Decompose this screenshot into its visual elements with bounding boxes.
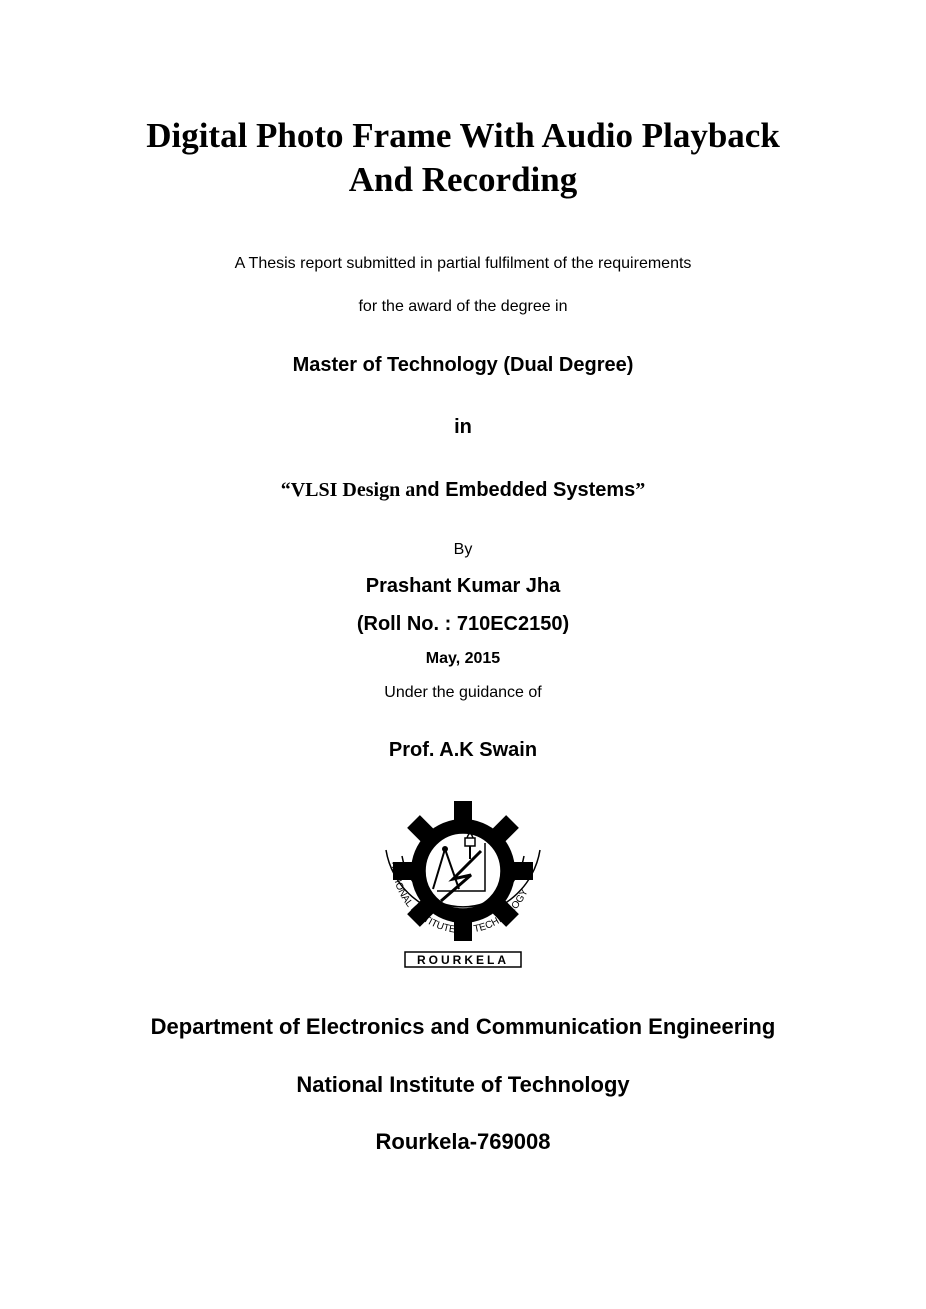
institute-name: National Institute of Technology [296,1072,630,1097]
title-line-2: And Recording [348,160,578,199]
department-name: Department of Electronics and Communication Engineering [150,1014,776,1039]
author-name: Prashant Kumar Jha [365,575,561,597]
title-line-1: Digital Photo Frame With Audio Playback [146,116,780,155]
gear-emblem-icon [393,801,533,941]
logo-ring-text: NATIONAL INSTITUTE OF TECHNOLOGY [388,861,531,937]
degree-name: Master of Technology (Dual Degree) [292,354,634,376]
specialization-part-1: VLSI Design a [290,479,416,501]
nit-rourkela-logo [376,800,550,970]
specialization-part-2: nd Embedded Systems [415,479,636,501]
submission-date: May, 2015 [425,650,501,667]
close-quote: ” [635,479,646,501]
open-quote: “ [280,479,291,501]
specialization [0,479,926,502]
roll-number: (Roll No. : 710EC2150) [356,613,570,635]
submission-text-1: A Thesis report submitted in partial fulfilment of the requirements [234,255,692,272]
city-pincode: Rourkela-769008 [375,1129,551,1154]
in-word: in [454,416,472,438]
guidance-text: Under the guidance of [384,684,542,701]
by-word: By [453,541,473,558]
submission-text-2: for the award of the degree in [358,298,568,315]
guide-name: Prof. A.K Swain [388,739,538,761]
logo-banner-text: ROURKELA [417,953,509,967]
